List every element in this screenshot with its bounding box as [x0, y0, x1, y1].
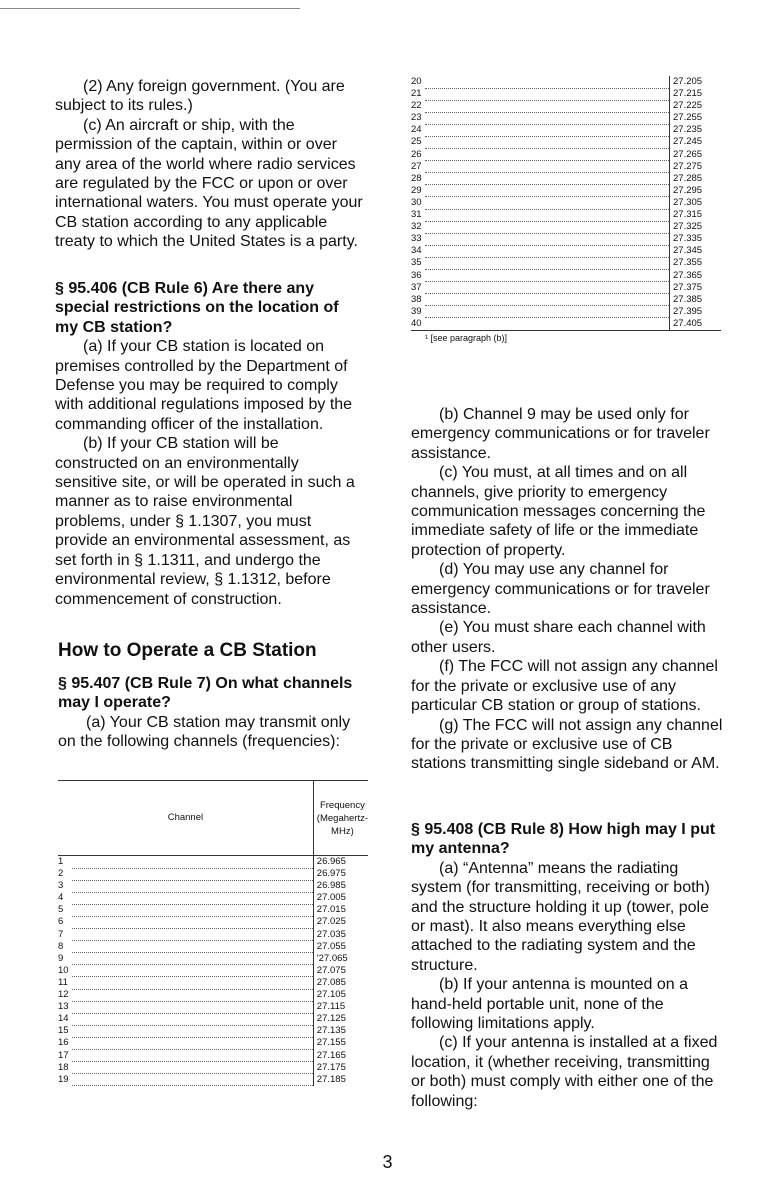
table-row [411, 209, 721, 221]
table-row [58, 989, 368, 1001]
channel-frequency: 27.325 [670, 221, 722, 233]
table-row [411, 306, 721, 318]
channel-frequency: 27.395 [670, 306, 722, 318]
channel-number: 20 [411, 76, 422, 87]
channel-number: 4 [58, 892, 64, 904]
channel-number: 22 [411, 100, 422, 112]
channel-frequency: 27.405 [670, 318, 722, 331]
channel-number: 37 [411, 281, 422, 293]
table-row [58, 1001, 368, 1013]
dot-leader [425, 221, 670, 233]
dot-leader [425, 149, 670, 161]
dot-leader [425, 233, 670, 245]
channel-frequency: 27.185 [313, 1074, 368, 1086]
paragraph: (c) If your antenna is installed at a fixed location, it (whether receiving, transmitting or both) must comply with either one of the following: [411, 1034, 718, 1110]
paragraph: (b) Channel 9 may be used only for emergency communications or for traveler assistance. [411, 406, 710, 462]
table-row [411, 318, 721, 331]
channel-number: 1 [58, 856, 64, 867]
channel-frequency: 27.175 [313, 1062, 368, 1074]
dot-leader [72, 1050, 313, 1062]
channel-number: 2 [58, 868, 64, 880]
page-number: 3 [382, 1152, 393, 1172]
dot-leader [425, 318, 670, 331]
channel-frequency: 27.295 [670, 185, 722, 197]
channel-frequency: 27.225 [670, 100, 722, 112]
table-row [411, 185, 721, 197]
paragraph: (a) Your CB station may transmit only on the following channels (frequencies): [58, 713, 351, 751]
dot-leader [72, 856, 313, 869]
channel-frequency: 27.025 [313, 916, 368, 928]
channel-frequency: 27.005 [313, 892, 368, 904]
table-row [411, 257, 721, 269]
channel-number: 21 [411, 88, 422, 100]
table-row [58, 880, 368, 892]
paragraph: (f) The FCC will not assign any channel for the private or exclusive use of any particular CB station or group of stations. [411, 658, 718, 715]
channel-frequency: '27.065 [313, 953, 368, 965]
channel-frequency: 27.335 [670, 233, 722, 245]
channel-frequency: 27.365 [670, 270, 722, 282]
table-row [411, 221, 721, 233]
dot-leader [425, 161, 670, 173]
channel-frequency: 27.015 [313, 904, 368, 916]
channel-number: 17 [58, 1049, 69, 1061]
paragraph: (a) “Antenna” means the radiating system (for transmitting, receiving or both) and the structure holding it up (tower, pole or mast). It also means everything else attached to the radiating system and the structure. [411, 859, 710, 974]
table-row [411, 100, 721, 112]
section-heading-95-407: § 95.407 (CB Rule 7) On what channels may I operate? [58, 675, 353, 712]
dot-leader [72, 929, 313, 941]
table-row [411, 270, 721, 282]
table-row [58, 904, 368, 916]
table-row [411, 149, 721, 161]
channel-number: 6 [58, 916, 64, 928]
table-row [58, 941, 368, 953]
channel-number: 40 [411, 317, 422, 329]
channel-frequency: 27.075 [313, 965, 368, 977]
table-row [58, 892, 368, 904]
section-heading-95-408: § 95.408 (CB Rule 8) How high may I put my antenna? [411, 821, 716, 858]
channel-frequency: 27.205 [670, 76, 722, 88]
table-row [58, 977, 368, 989]
channel-number: 24 [411, 124, 422, 136]
dot-leader [425, 100, 670, 112]
channel-frequency: 27.035 [313, 929, 368, 941]
table-row [411, 124, 721, 136]
dot-leader [72, 965, 313, 977]
table-row [411, 233, 721, 245]
channel-number: 34 [411, 245, 422, 257]
channel-frequency: 26.965 [313, 856, 368, 869]
table-row [58, 1013, 368, 1025]
paragraph: (a) If your CB station is located on premises controlled by the Department of Defense you may be required to comply with additional regulations imposed by the commanding officer of the installation. [55, 338, 353, 433]
table-row [58, 856, 368, 869]
channel-frequency: 27.055 [313, 941, 368, 953]
channel-number: 38 [411, 293, 422, 305]
channel-frequency: 27.165 [313, 1050, 368, 1062]
table-row [411, 173, 721, 185]
dot-leader [72, 880, 313, 892]
channel-table-left [58, 781, 368, 1086]
channel-frequency: 27.355 [670, 257, 722, 269]
paragraph: (g) The FCC will not assign any channel for the private or exclusive use of CB stations transmitting single sideband or AM. [411, 716, 723, 773]
table-row [411, 294, 721, 306]
paragraph: (d) You may use any channel for emergency communications or for traveler assistance. [411, 561, 710, 618]
channel-frequency: 27.255 [670, 112, 722, 124]
channel-number: 27 [411, 160, 422, 172]
channel-number: 30 [411, 196, 422, 208]
channel-frequency: 26.985 [313, 880, 368, 892]
channel-number: 13 [58, 1001, 69, 1013]
table-row [58, 916, 368, 928]
channel-number: 7 [58, 928, 64, 940]
table-row [411, 112, 721, 124]
dot-leader [72, 916, 313, 928]
dot-leader [72, 1025, 313, 1037]
dot-leader [72, 1062, 313, 1074]
table-row [411, 88, 721, 100]
paragraph: (b) If your antenna is mounted on a hand-held portable unit, none of the following limitations apply. [411, 976, 689, 1033]
channel-number: 26 [411, 148, 422, 160]
channel-frequency: 27.375 [670, 282, 722, 294]
paragraph: (e) You must share each channel with other users. [411, 619, 706, 656]
column-header-channel: Channel [167, 811, 204, 823]
channel-frequency: 27.125 [313, 1013, 368, 1025]
dot-leader [425, 197, 670, 209]
channel-frequency: 27.245 [670, 136, 722, 148]
channel-number: 15 [58, 1025, 69, 1037]
section-heading-95-406: § 95.406 (CB Rule 6) Are there any special restrictions on the location of my CB station? [55, 280, 339, 336]
dot-leader [425, 306, 670, 318]
channel-frequency: 27.085 [313, 977, 368, 989]
channel-number: 9 [58, 952, 64, 964]
channel-number: 28 [411, 172, 422, 184]
table-footnote: ¹ [see paragraph (b)] [425, 332, 508, 343]
table-row [58, 929, 368, 941]
channel-number: 19 [58, 1073, 69, 1085]
channel-number: 23 [411, 112, 422, 124]
channel-frequency: 27.385 [670, 294, 722, 306]
channel-number: 12 [58, 989, 69, 1001]
channel-number: 14 [58, 1013, 69, 1025]
dot-leader [72, 1001, 313, 1013]
channel-frequency: 27.115 [313, 1001, 368, 1013]
dot-leader [72, 953, 313, 965]
channel-number: 25 [411, 136, 422, 148]
dot-leader [425, 136, 670, 148]
channel-number: 18 [58, 1061, 69, 1073]
channel-number: 10 [58, 964, 69, 976]
dot-leader [425, 282, 670, 294]
paragraph: (2) Any foreign government. (You are subject to its rules.) [55, 78, 345, 115]
channel-number: 36 [411, 269, 422, 281]
channel-frequency: 27.285 [670, 173, 722, 185]
dot-leader [425, 173, 670, 185]
dot-leader [72, 1074, 313, 1086]
dot-leader [425, 88, 670, 100]
channel-number: 11 [58, 976, 68, 988]
channel-frequency: 27.345 [670, 245, 722, 257]
channel-number: 29 [411, 184, 422, 196]
channel-frequency: 27.105 [313, 989, 368, 1001]
channel-number: 32 [411, 221, 422, 233]
table-row [411, 282, 721, 294]
paragraph: (c) You must, at all times and on all channels, give priority to emergency communication messages concerning the immediate safety of life or the immediate protection of property. [411, 464, 706, 559]
channel-frequency: 27.315 [670, 209, 722, 221]
dot-leader [72, 1037, 313, 1049]
paragraph: (c) An aircraft or ship, with the permission of the captain, within or over any area of the world where radio services are regulated by the FCC or upon or over international waters. You must operate your CB station according to any applicable treaty to which the United States is a party. [55, 116, 363, 251]
channel-number: 35 [411, 257, 422, 269]
table-row [411, 76, 721, 88]
table-row [58, 1062, 368, 1074]
table-row [58, 953, 368, 965]
dot-leader [425, 76, 670, 88]
paragraph: (b) If your CB station will be constructed on an environmentally sensitive site, or will be operated in such a manner as to raise environmental problems, under § 1.1307, you must provide an environmental assessment, as set forth in § 1.1311, and undergo the environmental review, § 1.1312, before commencement of construction. [55, 435, 355, 608]
channel-frequency: 27.265 [670, 149, 722, 161]
dot-leader [425, 257, 670, 269]
table-row [58, 965, 368, 977]
channel-frequency: 27.155 [313, 1037, 368, 1049]
channel-frequency: 27.305 [670, 197, 722, 209]
dot-leader [425, 270, 670, 282]
dot-leader [425, 245, 670, 257]
channel-number: 16 [58, 1037, 69, 1049]
channel-number: 39 [411, 305, 422, 317]
table-row [58, 1037, 368, 1049]
channel-frequency: 27.215 [670, 88, 722, 100]
table-row [58, 1050, 368, 1062]
table-row [58, 1074, 368, 1086]
channel-frequency: 27.235 [670, 124, 722, 136]
table-row [411, 161, 721, 173]
channel-number: 8 [58, 940, 64, 952]
dot-leader [425, 124, 670, 136]
table-row [58, 1025, 368, 1037]
channel-frequency: 26.975 [313, 868, 368, 880]
dot-leader [72, 941, 313, 953]
table-row [58, 868, 368, 880]
table-row [411, 197, 721, 209]
dot-leader [72, 904, 313, 916]
dot-leader [72, 977, 313, 989]
table-row [411, 245, 721, 257]
channel-number: 3 [58, 880, 64, 892]
dot-leader [425, 209, 670, 221]
channel-table-right [411, 76, 721, 331]
dot-leader [72, 868, 313, 880]
dot-leader [425, 185, 670, 197]
top-rule [0, 8, 300, 9]
channel-frequency: 27.275 [670, 161, 722, 173]
dot-leader [72, 989, 313, 1001]
channel-number: 31 [411, 209, 422, 221]
dot-leader [72, 1013, 313, 1025]
column-header-frequency: Frequency (Megahertz-MHz) [313, 781, 368, 856]
channel-number: 33 [411, 233, 422, 245]
dot-leader [72, 892, 313, 904]
channel-frequency: 27.135 [313, 1025, 368, 1037]
dot-leader [425, 112, 670, 124]
channel-number: 5 [58, 904, 64, 916]
section-title: How to Operate a CB Station [58, 640, 317, 661]
dot-leader [425, 294, 670, 306]
table-row [411, 136, 721, 148]
